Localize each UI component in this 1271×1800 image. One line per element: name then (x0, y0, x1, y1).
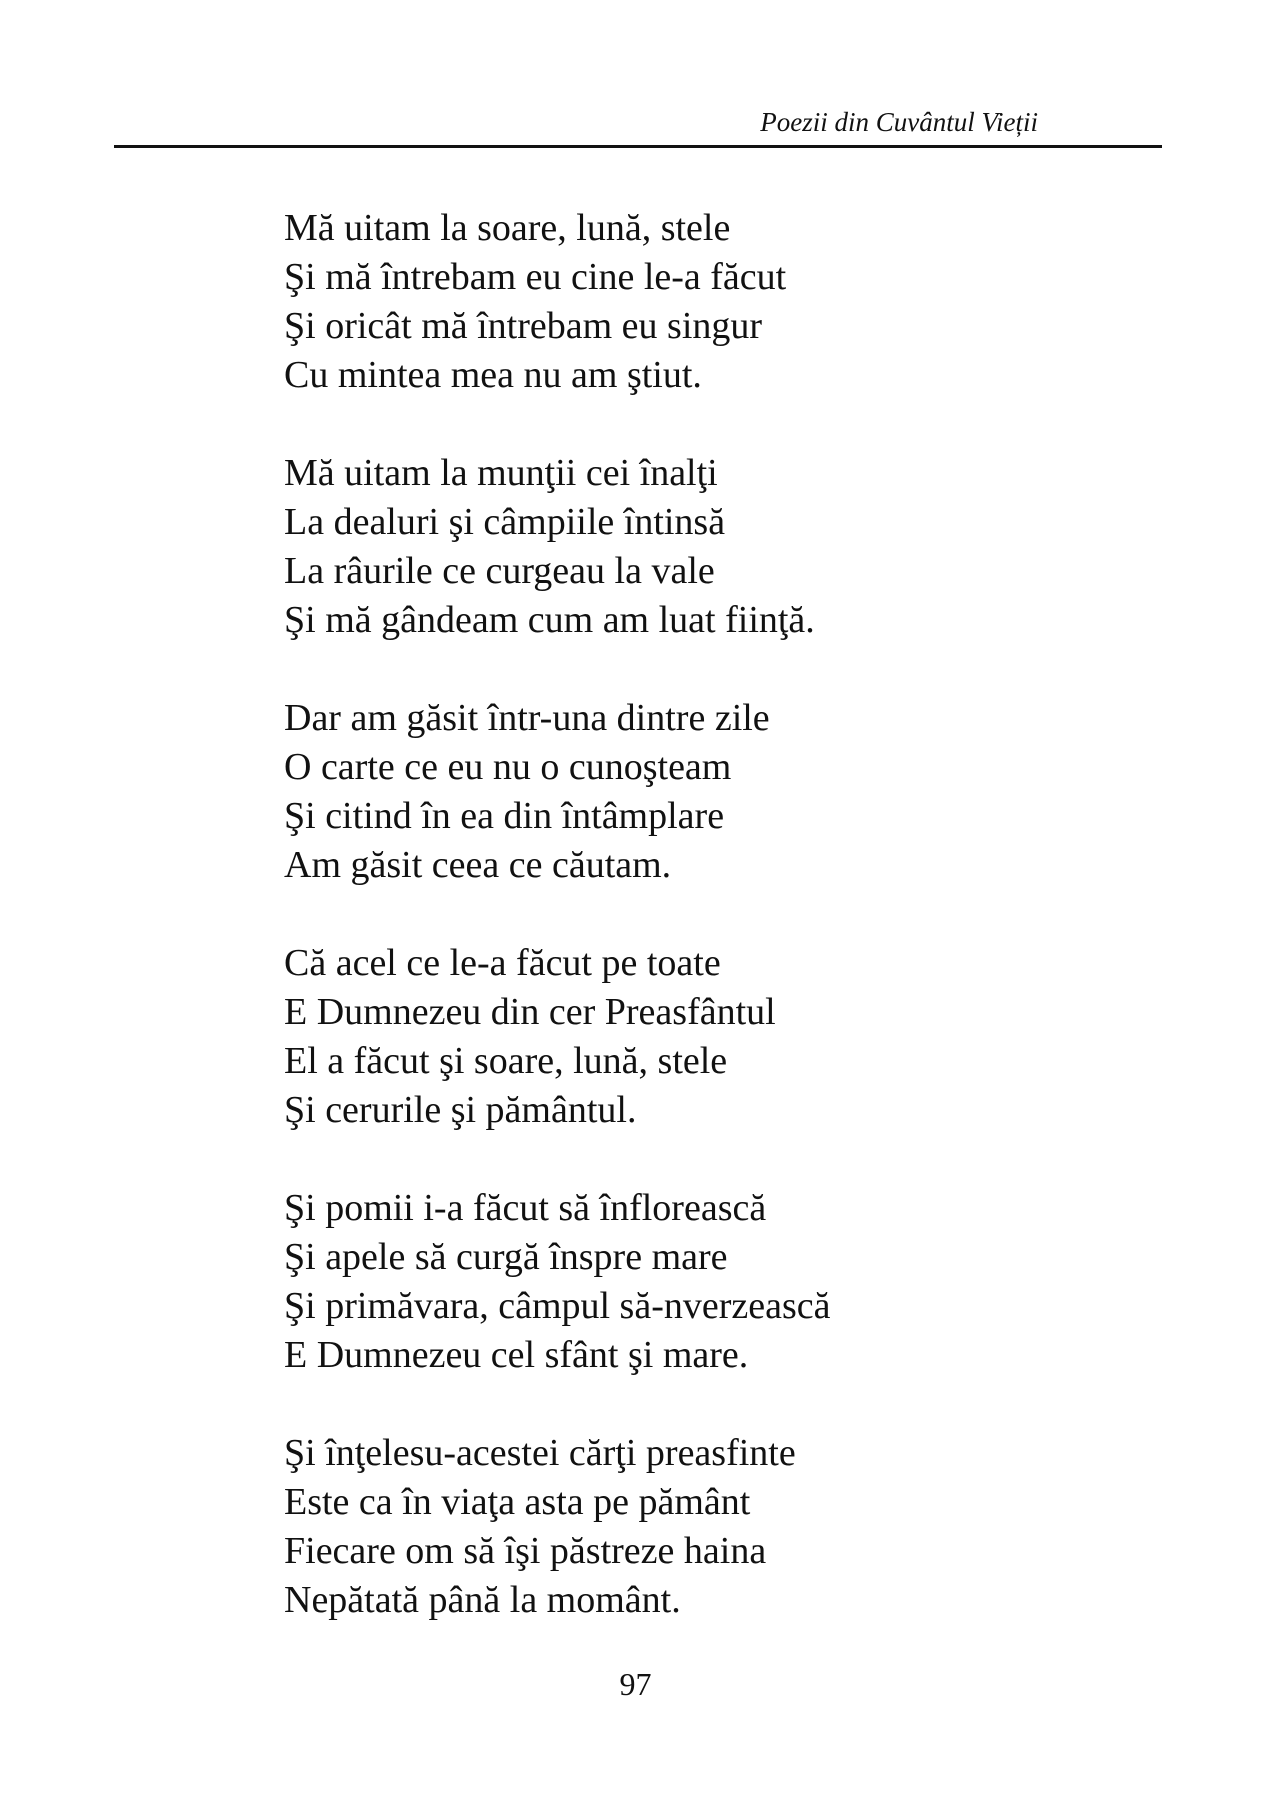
poem-line: Dar am găsit într-una dintre zile (284, 697, 770, 739)
stanza-6 (284, 1429, 1044, 1625)
poem-line: Mă uitam la soare, lună, stele (284, 207, 731, 249)
poem-line: Şi mă gândeam cum am luat fiinţă. (284, 599, 815, 641)
poem-line: E Dumnezeu din cer Preasfântul (284, 991, 776, 1033)
header-title: Poezii din Cuvântul Vieții (760, 107, 1038, 137)
running-header (114, 96, 1162, 148)
poem-line: El a făcut şi soare, lună, stele (284, 1040, 728, 1082)
stanza-2 (284, 449, 1044, 645)
poem (284, 204, 1044, 1674)
poem-line: La râurile ce curgeau la vale (284, 550, 715, 592)
stanza-4 (284, 939, 1044, 1135)
poem-line: Şi citind în ea din întâmplare (284, 795, 725, 837)
poem-line: Şi oricât mă întrebam eu singur (284, 305, 763, 347)
stanza-5 (284, 1184, 1044, 1380)
poem-line: Nepătată până la momânt. (284, 1579, 681, 1621)
poem-line: Că acel ce le-a făcut pe toate (284, 942, 721, 984)
stanza-3 (284, 694, 1044, 890)
poem-line: La dealuri şi câmpiile întinsă (284, 501, 726, 543)
poem-line: Este ca în viaţa asta pe pământ (284, 1481, 751, 1523)
poem-line: Şi înţelesu-acestei cărţi preasfinte (284, 1432, 796, 1474)
stanza-1 (284, 204, 1044, 400)
poem-line: Fiecare om să îşi păstreze haina (284, 1530, 767, 1572)
page-number: 97 (619, 1666, 652, 1702)
poem-line: Şi cerurile şi pământul. (284, 1089, 637, 1131)
poem-line: Şi apele să curgă înspre mare (284, 1236, 728, 1278)
header-rule (114, 145, 1162, 148)
poem-line: Mă uitam la munţii cei înalţi (284, 452, 718, 494)
poem-line: Şi mă întrebam eu cine le-a făcut (284, 256, 787, 298)
poem-line: Cu mintea mea nu am ştiut. (284, 354, 702, 396)
poem-line: Şi pomii i-a făcut să înflorească (284, 1187, 767, 1229)
poem-line: Şi primăvara, câmpul să-nverzească (284, 1285, 831, 1327)
poem-line: O carte ce eu nu o cunoşteam (284, 746, 732, 788)
poem-line: E Dumnezeu cel sfânt şi mare. (284, 1334, 749, 1376)
poem-line: Am găsit ceea ce căutam. (284, 844, 672, 886)
